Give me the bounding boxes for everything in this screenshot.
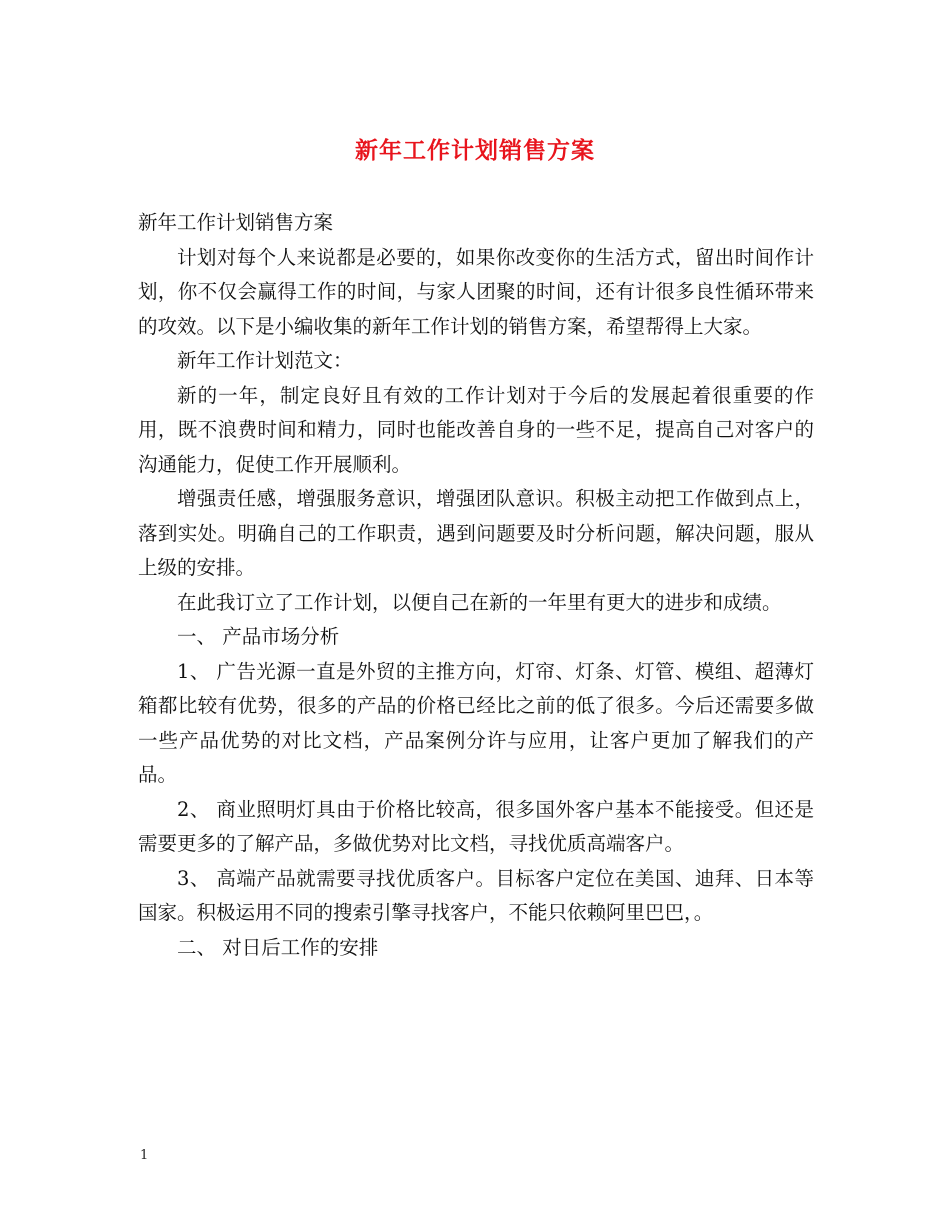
section-heading-future-work: 二、 对日后工作的安排 <box>177 935 379 959</box>
paragraph-intro: 计划对每个人来说都是必要的，如果你改变你的生活方式，留出时间作计划，你不仅会赢得工作的时间，与家人团聚的时间，还有计很多良性循环带来的攻效。以下是小编收集的新年工作计划的销售方案，希望帮得上大家。 <box>138 245 814 338</box>
section-heading-market-analysis: 一、 产品市场分析 <box>177 625 340 648</box>
list-item-1: 1、 广告光源一直是外贸的主推方向，灯帘、灯条、灯管、模组、超薄灯箱都比较有优势，很多的产品的价格已经比之前的低了很多。今后还需要多做一些产品优势的对比文档，产品案例分许与应用，让客户更加了解我们的产品。 <box>138 659 814 786</box>
list-item-3: 3、 高端产品就需要寻找优质客户。目标客户定位在美国、迪拜、日本等国家。积极运用不同的搜索引擎寻找客户，不能只依赖阿里巴巴，。 <box>138 866 814 924</box>
paragraph-responsibility: 增强责任感，增强服务意识，增强团队意识。积极主动把工作做到点上，落到实处。明确自己的工作职责，遇到问题要及时分析问题，解决问题，服从上级的安排。 <box>138 487 814 579</box>
list-item-2: 2、 商业照明灯具由于价格比较高，很多国外客户基本不能接受。但还是需要更多的了解产品，多做优势对比文档，寻找优质高端客户。 <box>138 797 814 855</box>
document-heading: 新年工作计划销售方案 <box>138 211 334 234</box>
document-body <box>138 206 814 965</box>
paragraph-sample-label: 新年工作计划范文： <box>177 349 353 372</box>
document-title: 新年工作计划销售方案 <box>355 137 595 164</box>
page-number: 1 <box>140 1148 149 1163</box>
paragraph-new-year: 新的一年，制定良好且有效的工作计划对于今后的发展起着很重要的作用，既不浪费时间和精力，同时也能改善自身的一些不足，提高自己对客户的沟通能力，促使工作开展顺利。 <box>138 383 814 476</box>
paragraph-plan: 在此我订立了工作计划，以便自己在新的一年里有更大的进步和成绩。 <box>177 590 782 614</box>
